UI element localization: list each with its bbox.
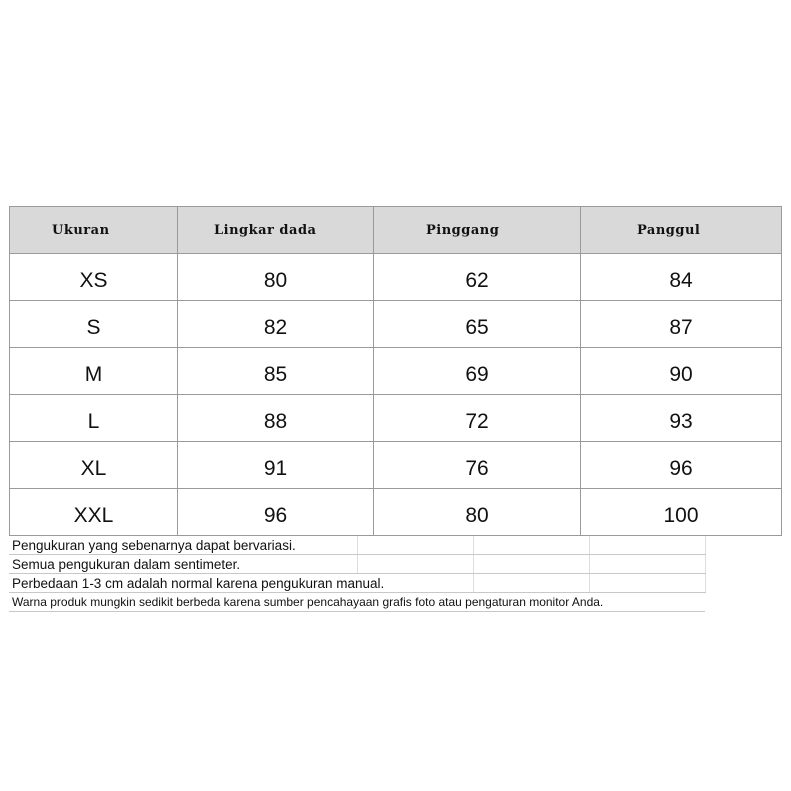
note-cell bbox=[473, 555, 589, 574]
note-row bbox=[9, 536, 705, 555]
note-cell bbox=[357, 555, 473, 574]
note-text: Semua pengukuran dalam sentimeter. bbox=[9, 555, 357, 574]
header-size: Ukuran bbox=[10, 207, 178, 254]
note-cell bbox=[589, 555, 705, 574]
cell-size: L bbox=[10, 395, 178, 442]
cell-size: XL bbox=[10, 442, 178, 489]
cell-waist: 76 bbox=[374, 442, 581, 489]
cell-chest: 85 bbox=[178, 348, 374, 395]
note-cell bbox=[589, 536, 705, 555]
note-cell bbox=[473, 536, 589, 555]
cell-waist: 80 bbox=[374, 489, 581, 536]
cell-hip: 96 bbox=[581, 442, 782, 489]
cell-waist: 72 bbox=[374, 395, 581, 442]
notes-table bbox=[9, 536, 706, 612]
table-row bbox=[10, 489, 782, 536]
cell-hip: 100 bbox=[581, 489, 782, 536]
cell-hip: 87 bbox=[581, 301, 782, 348]
header-chest: Lingkar dada bbox=[178, 207, 374, 254]
note-row bbox=[9, 593, 705, 612]
cell-size: XS bbox=[10, 254, 178, 301]
header-waist: Pinggang bbox=[374, 207, 581, 254]
note-text: Perbedaan 1-3 cm adalah normal karena pengukuran manual. bbox=[9, 574, 357, 593]
note-text: Warna produk mungkin sedikit berbeda karena sumber pencahayaan grafis foto atau pengaturan monitor Anda. bbox=[9, 593, 705, 612]
cell-chest: 88 bbox=[178, 395, 374, 442]
note-text: Pengukuran yang sebenarnya dapat bervariasi. bbox=[9, 536, 357, 555]
header-hip: Panggul bbox=[581, 207, 782, 254]
cell-size: S bbox=[10, 301, 178, 348]
size-chart bbox=[9, 206, 781, 612]
cell-chest: 80 bbox=[178, 254, 374, 301]
table-row bbox=[10, 348, 782, 395]
size-table bbox=[9, 206, 782, 536]
table-row bbox=[10, 395, 782, 442]
note-row bbox=[9, 555, 705, 574]
note-cell bbox=[589, 574, 705, 593]
cell-chest: 96 bbox=[178, 489, 374, 536]
table-header-row bbox=[10, 207, 782, 254]
table-row bbox=[10, 254, 782, 301]
note-cell bbox=[473, 574, 589, 593]
cell-chest: 82 bbox=[178, 301, 374, 348]
cell-waist: 69 bbox=[374, 348, 581, 395]
cell-size: XXL bbox=[10, 489, 178, 536]
cell-hip: 84 bbox=[581, 254, 782, 301]
table-row bbox=[10, 301, 782, 348]
note-cell bbox=[357, 536, 473, 555]
cell-size: M bbox=[10, 348, 178, 395]
cell-hip: 90 bbox=[581, 348, 782, 395]
note-row bbox=[9, 574, 705, 593]
cell-waist: 65 bbox=[374, 301, 581, 348]
cell-chest: 91 bbox=[178, 442, 374, 489]
cell-hip: 93 bbox=[581, 395, 782, 442]
cell-waist: 62 bbox=[374, 254, 581, 301]
table-row bbox=[10, 442, 782, 489]
